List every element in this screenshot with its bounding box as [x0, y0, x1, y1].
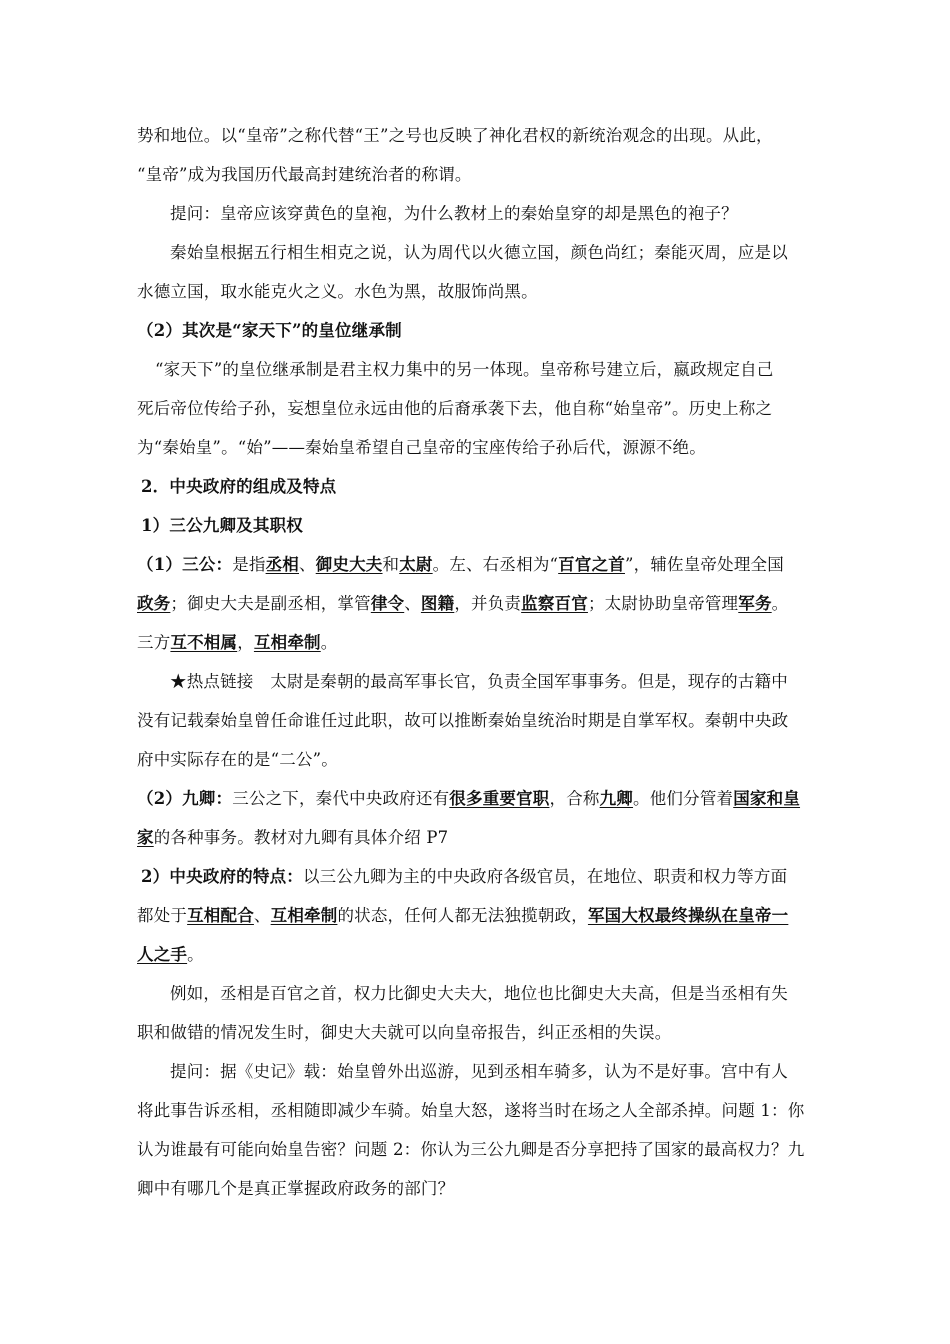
- term-label: 2）中央政府的特点：: [141, 867, 303, 886]
- key-term: 国家和皇: [733, 789, 801, 808]
- text-run: 没有记载秦始皇曾任命谁任过此职，故可以推断秦始皇统治时期是自掌军权。秦朝中央政: [137, 711, 789, 730]
- text-run: （2）其次是“家天下”的皇位继承制: [137, 321, 402, 340]
- text-run: ，: [237, 633, 254, 652]
- question-line: [170, 1062, 788, 1082]
- text-run: 和: [382, 555, 400, 574]
- text-run: 。: [187, 945, 204, 964]
- key-term: 政务: [137, 594, 171, 613]
- paragraph-line: [137, 789, 800, 809]
- paragraph-line: [137, 1101, 804, 1121]
- paragraph-line: [141, 867, 787, 887]
- key-term: 家: [137, 828, 154, 847]
- key-term: 律令: [370, 594, 405, 613]
- paragraph-line: [137, 282, 538, 302]
- paragraph-line: [137, 828, 448, 848]
- key-term: 监察百官: [521, 594, 588, 613]
- text-run: 认为谁最有可能向始皇告密？问题 2：你认为三公九卿是否分享把持了国家的最高权力？九: [137, 1140, 805, 1159]
- key-term: 人之手: [137, 945, 188, 964]
- text-run: ★热点链接 太尉是秦朝的最高军事长官，负责全国军事事务。但是，现存的古籍中: [170, 672, 788, 691]
- key-term: 互不相属: [170, 633, 238, 652]
- term-label: （1）三公：: [137, 555, 233, 574]
- paragraph-line: [137, 945, 204, 965]
- key-term: 丞相: [265, 555, 299, 574]
- key-term: 图籍: [420, 594, 455, 613]
- key-term: 互相牵制: [270, 906, 338, 925]
- text-run: 、: [299, 555, 316, 574]
- text-run: 的各种事务。教材对九卿有具体介绍 P7: [153, 828, 449, 847]
- key-term: 太尉: [399, 555, 433, 574]
- paragraph-line: [155, 360, 773, 380]
- paragraph-line: [137, 750, 338, 770]
- text-run: 。他们分管着: [633, 789, 734, 808]
- paragraph-line: [137, 633, 337, 653]
- text-run: 2．中央政府的组成及特点: [141, 477, 337, 496]
- text-run: ，并负责: [454, 594, 522, 613]
- text-run: 提问：皇帝应该穿黄色的皇袍，为什么教材上的秦始皇穿的却是黑色的袍子？: [170, 204, 738, 223]
- paragraph-line: [137, 438, 706, 458]
- key-term: 军国大权最终操纵在皇帝一: [587, 906, 789, 925]
- section-heading: [137, 321, 402, 341]
- text-run: ；太尉协助皇帝管理: [587, 594, 739, 613]
- key-term: 军务: [738, 594, 772, 613]
- paragraph-line: [170, 243, 788, 263]
- text-run: 职和做错的情况发生时，御史大夫就可以向皇帝报告，纠正丞相的失误。: [137, 1023, 672, 1042]
- paragraph-line: [137, 126, 773, 146]
- hot-link-line: [170, 672, 788, 692]
- text-run: 秦始皇根据五行相生相克之说，认为周代以火德立国，颜色尚红；秦能灭周，应是以: [170, 243, 788, 262]
- term-label: （2）九卿：: [137, 789, 233, 808]
- text-run: 卿中有哪几个是真正掌握政府政务的部门？: [137, 1179, 455, 1198]
- text-run: 提问：据《史记》载：始皇曾外出巡游，见到丞相车骑多，认为不是好事。宫中有人: [170, 1062, 788, 1081]
- text-run: 府中实际存在的是“二公”。: [137, 750, 338, 769]
- paragraph-line: [137, 1140, 804, 1160]
- text-run: ；御史大夫是副丞相，掌管: [170, 594, 371, 613]
- text-run: 。左、右丞相为“: [432, 555, 559, 574]
- text-run: 。: [320, 633, 338, 652]
- key-term: 百官之首: [558, 555, 625, 574]
- key-term: 互相牵制: [253, 633, 321, 652]
- paragraph-line: [137, 594, 788, 614]
- key-term: 御史大夫: [315, 555, 383, 574]
- text-run: 三公之下，秦代中央政府还有: [232, 789, 450, 808]
- text-run: 、: [404, 594, 421, 613]
- paragraph-line: [137, 1023, 671, 1043]
- section-heading: [141, 477, 336, 497]
- text-run: 以三公九卿为主的中央政府各级官员，在地位、职责和权力等方面: [302, 867, 788, 886]
- subsection-heading: [141, 516, 303, 536]
- text-run: ”，辅佐皇帝处理全国: [624, 555, 784, 574]
- text-run: 势和地位。以“皇帝”之称代替“王”之号也反映了神化君权的新统治观念的出现。从此，: [137, 126, 773, 145]
- text-run: 为“秦始皇”。“始”——秦始皇希望自己皇帝的宝座传给子孙后代，源源不绝。: [137, 438, 706, 457]
- text-run: ，合称: [549, 789, 600, 808]
- text-run: 将此事告诉丞相，丞相随即减少车骑。始皇大怒，遂将当时在场之人全部杀掉。问题 1：你: [137, 1101, 805, 1120]
- text-run: 死后帝位传给子孙，妄想皇位永远由他的后裔承袭下去，他自称“始皇帝”。历史上称之: [137, 399, 773, 418]
- paragraph-line: [137, 906, 788, 926]
- text-run: 例如，丞相是百官之首，权力比御史大夫大，地位也比御史大夫高，但是当丞相有失: [170, 984, 788, 1003]
- text-run: 的状态，任何人都无法独揽朝政，: [337, 906, 588, 925]
- paragraph-line: [137, 399, 772, 419]
- paragraph-line: [137, 1179, 454, 1199]
- paragraph-line: [137, 555, 784, 575]
- question-line: [170, 204, 738, 224]
- paragraph-line: [137, 711, 788, 731]
- text-run: 。: [771, 594, 789, 613]
- text-run: “家天下”的皇位继承制是君主权力集中的另一体现。皇帝称号建立后，嬴政规定自己: [155, 360, 774, 379]
- key-term: 互相配合: [187, 906, 254, 925]
- key-term: 很多重要官职: [449, 789, 550, 808]
- text-run: 、: [253, 906, 271, 925]
- key-term: 九卿: [599, 789, 634, 808]
- text-run: “皇帝”成为我国历代最高封建统治者的称谓。: [137, 165, 472, 184]
- text-run: 1）三公九卿及其职权: [141, 516, 303, 535]
- paragraph-line: [137, 165, 472, 185]
- text-run: 三方: [137, 633, 171, 652]
- text-run: 水德立国，取水能克火之义。水色为黑，故服饰尚黑。: [137, 282, 538, 301]
- text-run: 是指: [232, 555, 266, 574]
- paragraph-line: [170, 984, 788, 1004]
- text-run: 都处于: [137, 906, 188, 925]
